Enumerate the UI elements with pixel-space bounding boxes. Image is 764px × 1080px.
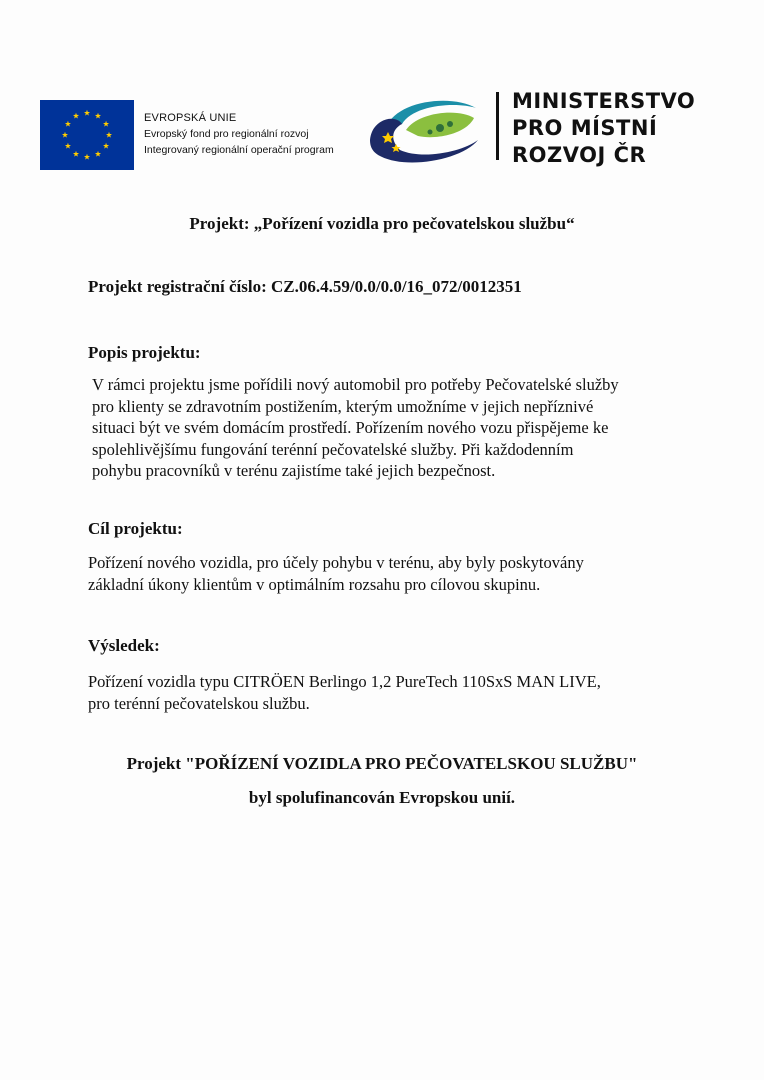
eu-text-line: Evropský fond pro regionální rozvoj xyxy=(144,128,309,140)
text-line: situaci být ve svém domácím prostředí. Pořízením nového vozu přispějeme ke xyxy=(92,418,609,437)
section-text-description xyxy=(92,374,692,482)
text-line: základní úkony klientům v optimálním rozsahu pro cílovou skupinu. xyxy=(88,574,541,594)
cofinancing-statement-line2: byl spolufinancován Evropskou unií. xyxy=(248,788,516,807)
section-heading-description: Popis projektu: xyxy=(88,343,201,362)
eu-text-line: EVROPSKÁ UNIE xyxy=(144,112,237,124)
registration-number: Projekt registrační číslo: CZ.06.4.59/0.0/0.0/16_072/0012351 xyxy=(88,277,522,296)
text-line: V rámci projektu jsme pořídili nový automobil pro potřeby Pečovatelské služby xyxy=(92,375,619,394)
text-line: Pořízení nového vozidla, pro účely pohybu v terénu, aby byly poskytovány xyxy=(88,553,584,572)
ministry-line: MINISTERSTVO xyxy=(512,89,696,113)
section-text-result xyxy=(88,671,688,714)
section-text-goal xyxy=(88,552,688,595)
ministry-line: ROZVOJ ČR xyxy=(512,143,647,167)
text-line: pohybu pracovníků v terénu zajistíme také jejich bezpečnost. xyxy=(92,461,496,480)
eu-program-text xyxy=(144,110,334,158)
header-divider xyxy=(496,92,499,160)
text-line: pro klienty se zdravotním postižením, kterým umožníme v jejich nepříznivé xyxy=(92,396,594,416)
text-line: spolehlivějšímu fungování terénní pečovatelské služby. Při každodenním xyxy=(92,439,574,459)
document-title: Projekt: „Pořízení vozidla pro pečovatelskou službu“ xyxy=(189,214,575,233)
eu-flag-logo xyxy=(40,100,134,170)
text-line: pro terénní pečovatelskou službu. xyxy=(88,693,310,713)
section-heading-goal: Cíl projektu: xyxy=(88,519,183,538)
ministry-logo-text xyxy=(512,88,695,169)
cofinancing-statement-line1: Projekt "POŘÍZENÍ VOZIDLA PRO PEČOVATELSKOU SLUŽBU" xyxy=(126,754,638,773)
irop-logo xyxy=(366,94,482,164)
section-heading-result: Výsledek: xyxy=(88,636,160,655)
ministry-line: PRO MÍSTNÍ xyxy=(512,116,658,140)
eu-text-line: Integrovaný regionální operační program xyxy=(144,144,334,156)
text-line: Pořízení vozidla typu CITRÖEN Berlingo 1,2 PureTech 110SxS MAN LIVE, xyxy=(88,672,601,691)
